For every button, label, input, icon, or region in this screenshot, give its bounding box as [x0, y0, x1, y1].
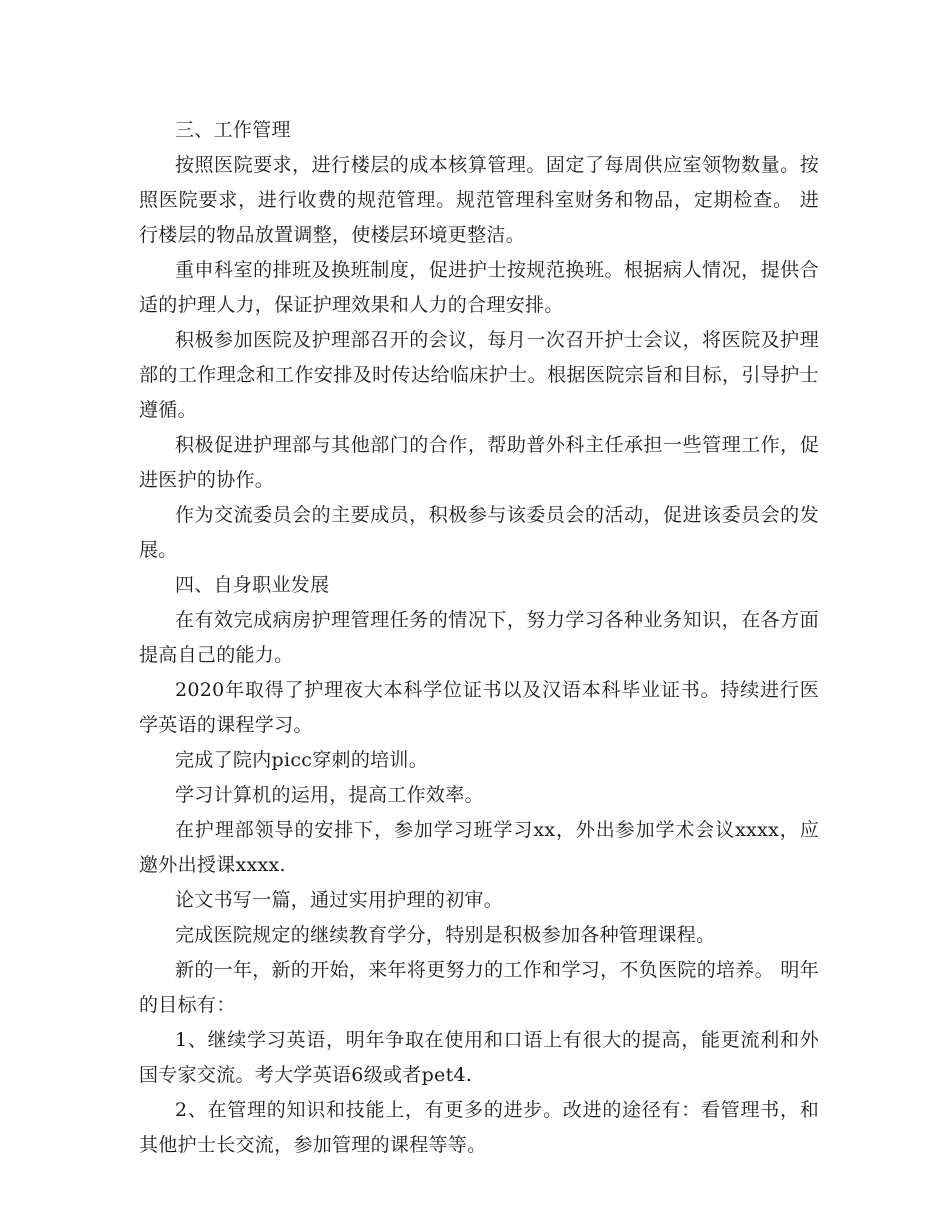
paragraph-computer-skills: 学习计算机的运用，提高工作效率。: [175, 784, 484, 806]
paragraph-learning: 在有效完成病房护理管理任务的情况下，努力学习各种业务知识，在各方面提高自己的能力。: [139, 609, 819, 666]
paragraph-committee: 作为交流委员会的主要成员，积极参与该委员会的活动，促进该委员会的发展。: [139, 504, 819, 561]
paragraph-picc-training: 完成了院内picc穿刺的培训。: [175, 749, 429, 771]
section-heading-career-development: 四、自身职业发展: [175, 574, 330, 596]
paragraph-cooperation: 积极促进护理部与其他部门的合作，帮助普外科主任承担一些管理工作，促进医护的协作。: [139, 434, 819, 491]
paragraph-certificates: 2020年取得了护理夜大本科学位证书以及汉语本科毕业证书。持续进行医学英语的课程学习。: [139, 679, 819, 736]
paragraph-thesis: 论文书写一篇，通过实用护理的初审。: [175, 889, 504, 911]
section-heading-work-management: 三、工作管理: [175, 119, 291, 141]
paragraph-new-year-goals: 新的一年，新的开始，来年将更努力的工作和学习，不负医院的培养。 明年的目标有：: [139, 959, 819, 1016]
paragraph-meetings: 积极参加医院及护理部召开的会议，每月一次召开护士会议，将医院及护理部的工作理念和工作安排及时传达给临床护士。根据医院宗旨和目标，引导护士遵循。: [139, 329, 819, 421]
paragraph-continuing-education: 完成医院规定的继续教育学分，特别是积极参加各种管理课程。: [175, 924, 716, 946]
paragraph-shift-system: 重申科室的排班及换班制度，促进护士按规范换班。根据病人情况，提供合适的护理人力，保证护理效果和人力的合理安排。: [139, 259, 819, 316]
paragraph-cost-management: 按照医院要求，进行楼层的成本核算管理。固定了每周供应室领物数量。按照医院要求，进行收费的规范管理。规范管理科室财务和物品，定期检查。 进行楼层的物品放置调整，使楼层环境更整洁。: [139, 154, 819, 246]
document-body: [139, 113, 819, 1163]
paragraph-goal-english: 1、继续学习英语，明年争取在使用和口语上有很大的提高，能更流利和外国专家交流。考大学英语6级或者pet4.: [139, 1029, 819, 1086]
paragraph-goal-management: 2、在管理的知识和技能上，有更多的进步。改进的途径有：看管理书，和其他护士长交流，参加管理的课程等等。: [139, 1099, 819, 1156]
paragraph-conferences: 在护理部领导的安排下，参加学习班学习xx，外出参加学术会议xxxx，应邀外出授课xxxx.: [139, 819, 819, 876]
